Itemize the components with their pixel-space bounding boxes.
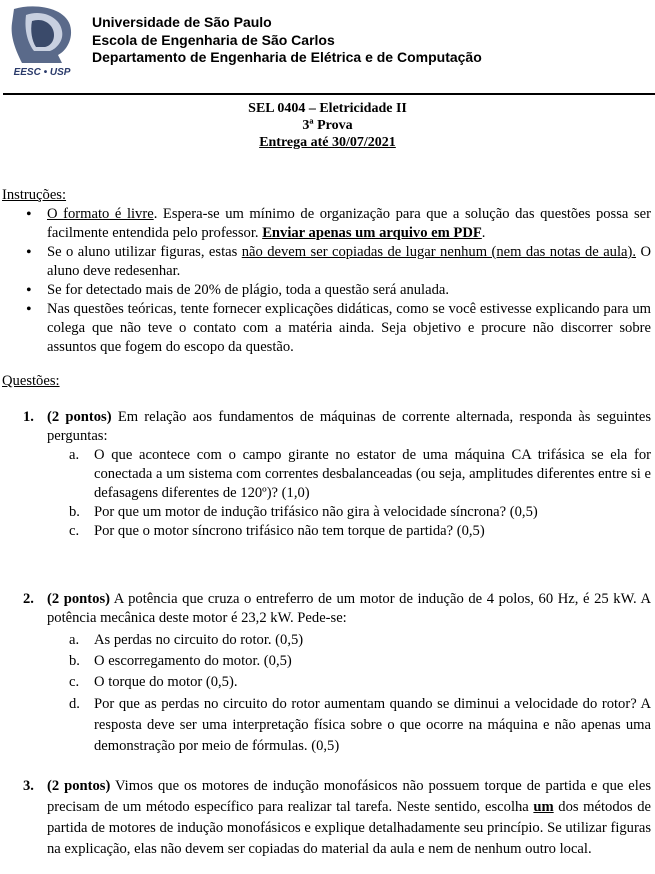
questions-heading: Questões: xyxy=(2,373,60,389)
list-item: • Nas questões teóricas, tente fornecer explicações didáticas, como se você estivesse explicando para um colega que não teve o contato com a matéria ainda. Seja objetivo e procure não discorrer sobre assuntos que fogem do escopo da questão. xyxy=(2,300,651,357)
instructions-list xyxy=(2,205,651,357)
list-item: • O formato é livre. Espera-se um mínimo de organização para que a solução das questões possa ser facilmente entendida pelo professor. Enviar apenas um arquivo em PDF. xyxy=(2,205,651,243)
list-item: b. O escorregamento do motor. (0,5) xyxy=(69,653,292,669)
question-number: 1. xyxy=(23,409,34,425)
exam-number: 3ª Prova xyxy=(302,118,353,133)
list-item: a. O que acontece com o campo girante no estator de uma máquina CA trifásica se ela for conectada a um sistema com correntes desbalanceadas (ou seja, amplitudes diferentes entre si e defasagens diferentes de 120º)? (1,0) xyxy=(69,447,651,501)
instructions-heading: Instruções: xyxy=(2,187,67,203)
exam-title-block xyxy=(0,100,655,151)
question-3 xyxy=(0,776,651,860)
instructions-section xyxy=(2,186,651,357)
svg-text:EESC • USP: EESC • USP xyxy=(13,67,71,78)
question-text: (2 pontos) A potência que cruza o entreferro de um motor de indução de 4 polos, 60 Hz, é 25 kW. A potência mecânica deste motor é 23,2 kW. Pede-se: xyxy=(47,591,651,626)
question-1 xyxy=(0,408,651,541)
question-2 xyxy=(0,590,651,757)
eesc-usp-logo xyxy=(4,3,80,79)
list-item: a. As perdas no circuito do rotor. (0,5) xyxy=(69,632,304,648)
list-item: c. Por que o motor síncrono trifásico não tem torque de partida? (0,5) xyxy=(69,523,485,539)
course-title: SEL 0404 – Eletricidade II xyxy=(248,101,407,116)
department-name: Departamento de Engenharia de Elétrica e de Computação xyxy=(92,49,482,65)
list-item: d. Por que as perdas no circuito do rotor aumentam quando se diminui a velocidade do rotor? A resposta deve ser uma interpretação física sobre o que ocorre na máquina e não apenas uma demonstração por meio de fórmulas. (0,5) xyxy=(69,696,651,754)
university-name: Universidade de São Paulo xyxy=(92,14,272,30)
due-date: Entrega até 30/07/2021 xyxy=(259,135,396,150)
question-text: (2 pontos) Vimos que os motores de indução monofásicos não possuem torque de partida e que eles precisam de um método específico para realizar tal tarefa. Neste sentido, escolha um dos métodos de partida de motores de indução monofásicos e explique detalhadamente seu princípio. Se utilizar figuras na explicação, elas não devem ser copiadas do material da aula e nem de nenhum outro local. xyxy=(47,778,651,857)
list-item: • Se for detectado mais de 20% de plágio, toda a questão será anulada. xyxy=(2,281,651,300)
institution-header xyxy=(92,14,482,67)
question-text: (2 pontos) Em relação aos fundamentos de máquinas de corrente alternada, responda às seguintes perguntas: xyxy=(47,409,652,444)
list-item: • Se o aluno utilizar figuras, estas não devem ser copiadas de lugar nenhum (nem das notas de aula). O aluno deve redesenhar. xyxy=(2,243,651,281)
school-name: Escola de Engenharia de São Carlos xyxy=(92,31,335,48)
list-item: c. O torque do motor (0,5). xyxy=(69,674,238,690)
question-number: 3. xyxy=(23,778,34,794)
header-divider xyxy=(3,93,655,95)
list-item: b. Por que um motor de indução trifásico não gira à velocidade síncrona? (0,5) xyxy=(69,504,538,520)
question-number: 2. xyxy=(23,591,34,607)
